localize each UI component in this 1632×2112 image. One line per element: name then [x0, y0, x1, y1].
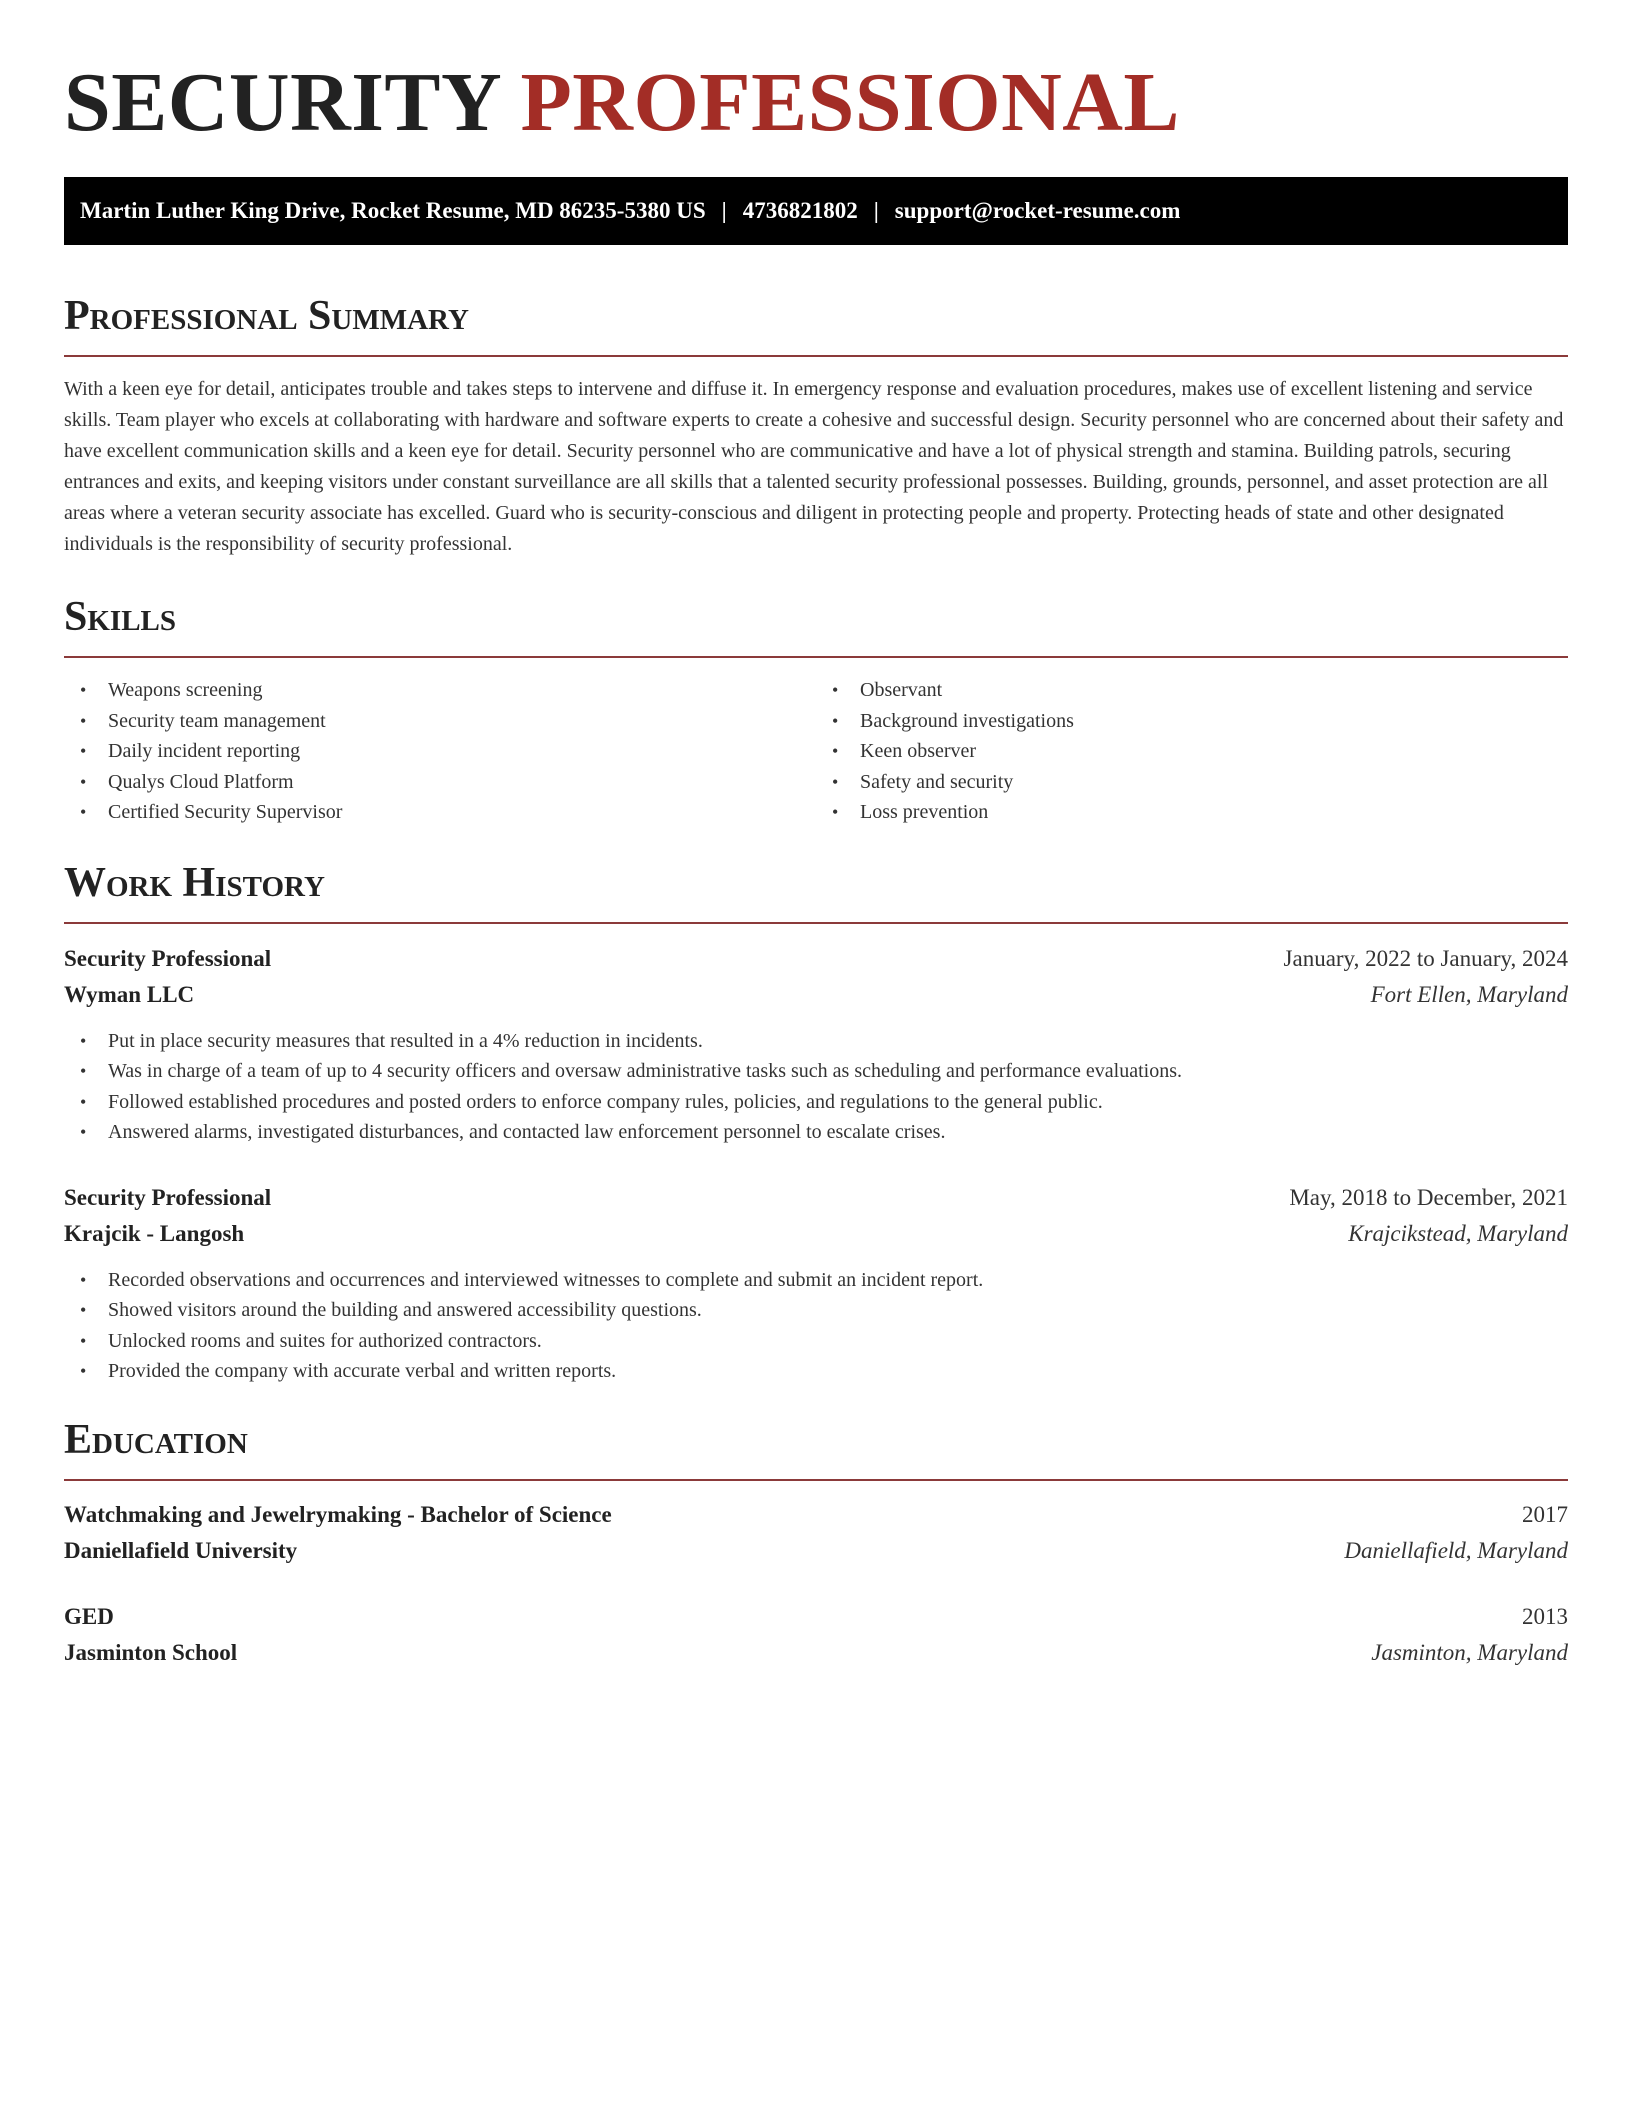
- education-school-row: [64, 1533, 1568, 1569]
- contact-phone: 4736821802: [742, 198, 858, 223]
- contact-email: support@rocket-resume.com: [894, 198, 1181, 223]
- skill-item: • Weapons screening: [64, 675, 816, 706]
- skill-item: • Safety and security: [816, 767, 1568, 798]
- skill-item: • Keen observer: [816, 736, 1568, 767]
- job-company-row: [64, 977, 1568, 1013]
- work-history-heading: Work History: [64, 859, 325, 906]
- section-divider: [64, 355, 1568, 357]
- education-year: 2017: [1522, 1501, 1568, 1527]
- skill-item: • Qualys Cloud Platform: [64, 767, 816, 798]
- job-company: Wyman LLC: [64, 981, 195, 1007]
- job-company-row: [64, 1216, 1568, 1252]
- education-header-row: [64, 1497, 1568, 1533]
- section-divider: [64, 656, 1568, 658]
- education-entry: [64, 1599, 1568, 1671]
- contact-separator: |: [721, 198, 727, 223]
- skills-heading: Skills: [64, 594, 177, 640]
- job-bullet: • Unlocked rooms and suites for authorized contractors.: [64, 1326, 1568, 1357]
- job-title: Security Professional: [64, 1184, 272, 1210]
- education-heading: Education: [64, 1416, 248, 1463]
- skill-item: • Daily incident reporting: [64, 736, 816, 767]
- job-bullet: • Recorded observations and occurrences and interviewed witnesses to complete and submit an incident report.: [64, 1265, 1568, 1296]
- skill-item: • Certified Security Supervisor: [64, 797, 816, 828]
- education-school-row: [64, 1635, 1568, 1671]
- education-location: Jasminton, Maryland: [1371, 1639, 1568, 1665]
- summary-text: With a keen eye for detail, anticipates trouble and takes steps to intervene and diffuse it. In emergency response and evaluation procedures, makes use of excellent listening and service skills. Team player who excels at collaborating with hardware and software experts to create a cohesive and successful design. Security personnel who are concerned about their safety and have excellent communication skills and a keen eye for detail. Security personnel who are communicative and have a lot of physical strength and stamina. Building patrols, securing entrances and exits, and keeping visitors under constant surveillance are all skills that a talented security professional possesses. Building, grounds, personnel, and asset protection are all areas where a veteran security associate has excelled. Guard who is security-conscious and diligent in protecting people and property. Protecting heads of state and other designated individuals is the responsibility of security professional.: [64, 378, 1564, 555]
- education-school: Jasminton School: [64, 1639, 238, 1665]
- job-dates: January, 2022 to January, 2024: [1283, 945, 1568, 971]
- job-location: Fort Ellen, Maryland: [1370, 981, 1568, 1007]
- contact-address: Martin Luther King Drive, Rocket Resume, MD 86235-5380 US: [80, 198, 706, 223]
- job-bullets: [64, 1026, 1568, 1148]
- education-year: 2013: [1522, 1603, 1568, 1629]
- job-bullet: • Followed established procedures and posted orders to enforce company rules, policies, and regulations to the general public.: [64, 1087, 1568, 1118]
- title-second-word: PROFESSIONAL: [520, 56, 1180, 149]
- job-title: Security Professional: [64, 945, 272, 971]
- education-header-row: [64, 1599, 1568, 1635]
- job-bullet: • Answered alarms, investigated disturbances, and contacted law enforcement personnel to escalate crises.: [64, 1117, 1568, 1148]
- skill-item: • Background investigations: [816, 706, 1568, 737]
- title-first-word: SECURITY: [64, 56, 499, 149]
- job-entry: [64, 941, 1568, 1148]
- job-bullet: • Was in charge of a team of up to 4 security officers and oversaw administrative tasks such as scheduling and performance evaluations.: [64, 1056, 1568, 1087]
- education-degree: GED: [64, 1603, 114, 1629]
- job-entry: [64, 1180, 1568, 1387]
- job-bullet: • Showed visitors around the building and answered accessibility questions.: [64, 1295, 1568, 1326]
- section-divider: [64, 922, 1568, 924]
- education-degree: Watchmaking and Jewelrymaking - Bachelor of Science: [64, 1501, 612, 1527]
- job-header-row: [64, 941, 1568, 977]
- job-dates: May, 2018 to December, 2021: [1289, 1184, 1568, 1210]
- skills-column-right: [816, 675, 1568, 828]
- skills-column-left: [64, 675, 816, 828]
- job-company: Krajcik - Langosh: [64, 1220, 245, 1246]
- job-location: Krajcikstead, Maryland: [1348, 1220, 1568, 1246]
- skills-grid: [64, 675, 1568, 828]
- page-title: [64, 0, 1568, 148]
- education-school: Daniellafield University: [64, 1537, 298, 1563]
- skill-item: • Observant: [816, 675, 1568, 706]
- education-location: Daniellafield, Maryland: [1344, 1537, 1568, 1563]
- skill-item: • Security team management: [64, 706, 816, 737]
- job-bullet: • Provided the company with accurate verbal and written reports.: [64, 1356, 1568, 1387]
- job-header-row: [64, 1180, 1568, 1216]
- section-divider: [64, 1479, 1568, 1481]
- contact-separator: |: [873, 198, 879, 223]
- contact-bar: [64, 177, 1568, 245]
- education-entry: [64, 1497, 1568, 1569]
- job-bullet: • Put in place security measures that resulted in a 4% reduction in incidents.: [64, 1026, 1568, 1057]
- job-bullets: [64, 1265, 1568, 1387]
- skill-item: • Loss prevention: [816, 797, 1568, 828]
- summary-heading: Professional Summary: [64, 293, 469, 339]
